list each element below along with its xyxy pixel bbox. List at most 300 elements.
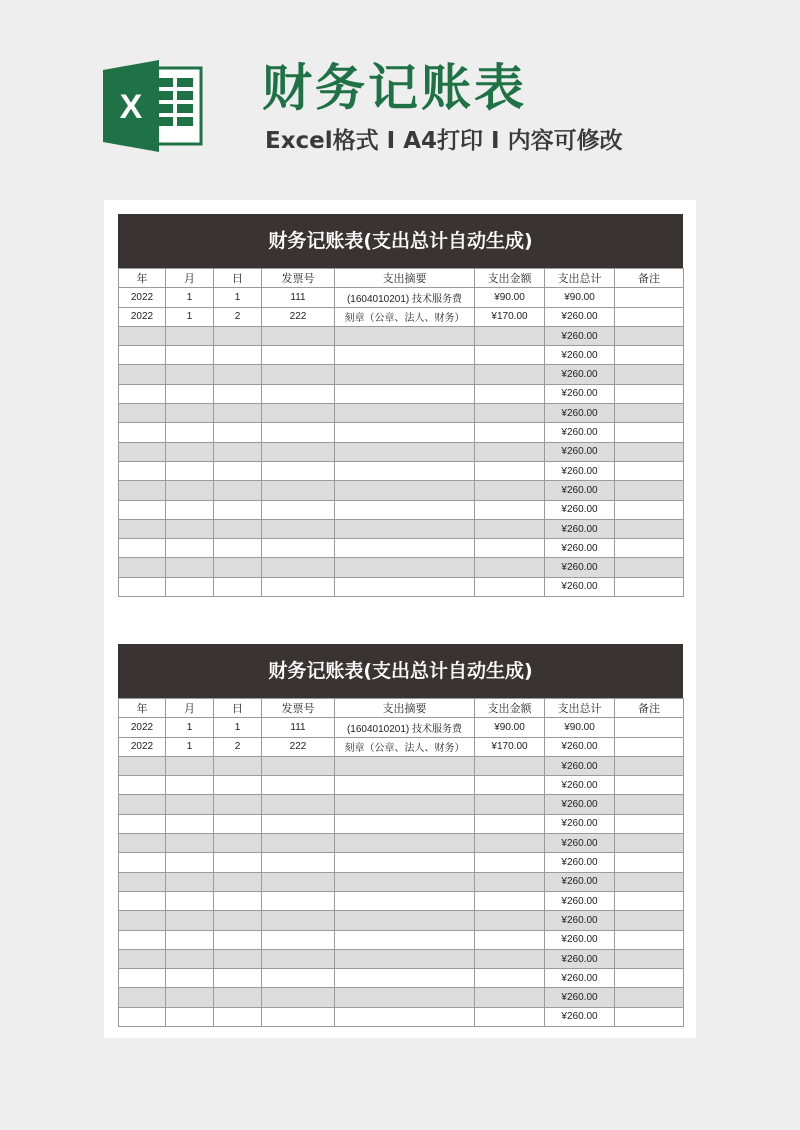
- table-cell[interactable]: [615, 891, 684, 910]
- table-row: [119, 461, 684, 480]
- table-cell[interactable]: [475, 891, 545, 910]
- table-cell[interactable]: [335, 853, 475, 872]
- table-row: [119, 795, 684, 814]
- table-cell[interactable]: [475, 346, 545, 365]
- table-cell[interactable]: [262, 404, 335, 423]
- table-cell[interactable]: [615, 461, 684, 480]
- column-header: 发票号: [262, 699, 335, 718]
- table-cell[interactable]: ¥260.00: [545, 891, 615, 910]
- table-row: [119, 326, 684, 345]
- header-row: [119, 269, 684, 288]
- table-cell[interactable]: [214, 1007, 262, 1026]
- table-cell[interactable]: ¥260.00: [545, 988, 615, 1007]
- table-cell[interactable]: [615, 442, 684, 461]
- table-cell[interactable]: [262, 539, 335, 558]
- table-cell[interactable]: [262, 988, 335, 1007]
- table-cell[interactable]: (1604010201) 技术服务费: [335, 288, 475, 307]
- table-row: [119, 365, 684, 384]
- table-cell[interactable]: [615, 834, 684, 853]
- table-cell[interactable]: [119, 834, 166, 853]
- table-row: [119, 911, 684, 930]
- column-header: 月: [166, 699, 214, 718]
- table-cell[interactable]: [475, 558, 545, 577]
- table-cell[interactable]: [214, 326, 262, 345]
- table-cell[interactable]: [166, 481, 214, 500]
- table-cell[interactable]: ¥260.00: [545, 423, 615, 442]
- table-cell[interactable]: 222: [262, 307, 335, 326]
- table-cell[interactable]: [335, 346, 475, 365]
- table-cell[interactable]: [262, 423, 335, 442]
- table-cell[interactable]: [615, 423, 684, 442]
- table-cell[interactable]: 1: [214, 288, 262, 307]
- table-cell[interactable]: [214, 481, 262, 500]
- table-cell[interactable]: [166, 384, 214, 403]
- table-cell[interactable]: [615, 814, 684, 833]
- table-cell[interactable]: 1: [214, 718, 262, 737]
- column-header: 支出金额: [475, 699, 545, 718]
- excel-logo-icon: [103, 60, 203, 152]
- table-cell[interactable]: [335, 756, 475, 775]
- table-cell[interactable]: ¥260.00: [545, 1007, 615, 1026]
- sheet-title: 财务记账表(支出总计自动生成): [118, 214, 683, 268]
- svg-text:X: X: [119, 88, 143, 126]
- table-cell[interactable]: [119, 1007, 166, 1026]
- table-cell[interactable]: [166, 346, 214, 365]
- table-cell[interactable]: [615, 577, 684, 596]
- table-cell[interactable]: [262, 500, 335, 519]
- table-cell[interactable]: [214, 814, 262, 833]
- table-cell[interactable]: [214, 911, 262, 930]
- table-cell[interactable]: ¥260.00: [545, 461, 615, 480]
- table-cell[interactable]: [262, 872, 335, 891]
- table-cell[interactable]: [475, 577, 545, 596]
- table-cell[interactable]: [335, 814, 475, 833]
- table-cell[interactable]: [166, 539, 214, 558]
- column-header: 支出摘要: [335, 699, 475, 718]
- table-cell[interactable]: [119, 326, 166, 345]
- table-cell[interactable]: [335, 423, 475, 442]
- table-cell[interactable]: [335, 988, 475, 1007]
- table-cell[interactable]: [262, 834, 335, 853]
- table-cell[interactable]: [615, 346, 684, 365]
- table-cell[interactable]: [615, 776, 684, 795]
- table-row: [119, 930, 684, 949]
- table-cell[interactable]: ¥260.00: [545, 365, 615, 384]
- table-cell[interactable]: [475, 776, 545, 795]
- table-cell[interactable]: [475, 930, 545, 949]
- table-cell[interactable]: ¥90.00: [545, 718, 615, 737]
- table-cell[interactable]: [166, 795, 214, 814]
- table-cell[interactable]: [335, 930, 475, 949]
- table-cell[interactable]: [166, 1007, 214, 1026]
- table-row: [119, 718, 684, 737]
- table-cell[interactable]: [615, 911, 684, 930]
- table-cell[interactable]: [335, 1007, 475, 1026]
- table-cell[interactable]: [166, 500, 214, 519]
- table-cell[interactable]: [475, 834, 545, 853]
- table-row: [119, 891, 684, 910]
- column-header: 日: [214, 269, 262, 288]
- table-row: [119, 500, 684, 519]
- table-cell[interactable]: [615, 795, 684, 814]
- table-cell[interactable]: [475, 461, 545, 480]
- table-cell[interactable]: [214, 365, 262, 384]
- table-cell[interactable]: [214, 558, 262, 577]
- table-cell[interactable]: [119, 519, 166, 538]
- table-cell[interactable]: [615, 756, 684, 775]
- table-cell[interactable]: [262, 911, 335, 930]
- table-cell[interactable]: ¥260.00: [545, 911, 615, 930]
- table-cell[interactable]: [214, 500, 262, 519]
- table-cell[interactable]: [214, 930, 262, 949]
- table-cell[interactable]: [475, 404, 545, 423]
- table-cell[interactable]: [166, 949, 214, 968]
- table-cell[interactable]: [335, 911, 475, 930]
- table-cell[interactable]: ¥260.00: [545, 384, 615, 403]
- table-cell[interactable]: ¥260.00: [545, 834, 615, 853]
- table-cell[interactable]: [335, 872, 475, 891]
- table-cell[interactable]: [214, 404, 262, 423]
- table-cell[interactable]: ¥260.00: [545, 500, 615, 519]
- table-cell[interactable]: [335, 891, 475, 910]
- table-cell[interactable]: [475, 481, 545, 500]
- table-cell[interactable]: ¥260.00: [545, 872, 615, 891]
- table-cell[interactable]: [615, 384, 684, 403]
- table-row: [119, 288, 684, 307]
- table-cell[interactable]: [335, 539, 475, 558]
- table-cell[interactable]: [615, 872, 684, 891]
- table-cell[interactable]: [119, 404, 166, 423]
- table-cell[interactable]: [166, 969, 214, 988]
- table-cell[interactable]: [475, 756, 545, 775]
- table-row: [119, 737, 684, 756]
- table-cell[interactable]: [166, 891, 214, 910]
- table-cell[interactable]: ¥260.00: [545, 519, 615, 538]
- table-cell[interactable]: [615, 558, 684, 577]
- table-cell[interactable]: [615, 404, 684, 423]
- table-cell[interactable]: [475, 519, 545, 538]
- table-cell[interactable]: 1: [166, 288, 214, 307]
- table-cell[interactable]: [119, 481, 166, 500]
- table-cell[interactable]: [335, 481, 475, 500]
- table-row: [119, 756, 684, 775]
- table-cell[interactable]: [615, 737, 684, 756]
- table-cell[interactable]: [615, 519, 684, 538]
- table-cell[interactable]: 2022: [119, 737, 166, 756]
- table-cell[interactable]: [475, 365, 545, 384]
- table-cell[interactable]: [214, 853, 262, 872]
- table-cell[interactable]: (1604010201) 技术服务费: [335, 718, 475, 737]
- table-cell[interactable]: ¥170.00: [475, 737, 545, 756]
- table-cell[interactable]: [214, 795, 262, 814]
- table-cell[interactable]: [335, 442, 475, 461]
- table-cell[interactable]: [475, 949, 545, 968]
- table-row: [119, 1007, 684, 1026]
- ledger-table: [118, 268, 684, 597]
- table-cell[interactable]: [262, 384, 335, 403]
- table-cell[interactable]: [214, 949, 262, 968]
- table-cell[interactable]: [119, 539, 166, 558]
- table-cell[interactable]: [214, 423, 262, 442]
- table-cell[interactable]: [615, 949, 684, 968]
- table-cell[interactable]: [214, 461, 262, 480]
- table-cell[interactable]: [475, 853, 545, 872]
- table-cell[interactable]: ¥90.00: [475, 718, 545, 737]
- table-cell[interactable]: ¥260.00: [545, 539, 615, 558]
- table-cell[interactable]: [166, 988, 214, 1007]
- table-cell[interactable]: [615, 307, 684, 326]
- table-cell[interactable]: [119, 891, 166, 910]
- table-cell[interactable]: [335, 384, 475, 403]
- table-cell[interactable]: [335, 577, 475, 596]
- table-cell[interactable]: [166, 558, 214, 577]
- table-cell[interactable]: ¥260.00: [545, 442, 615, 461]
- table-cell[interactable]: [166, 930, 214, 949]
- table-cell[interactable]: [119, 461, 166, 480]
- table-cell[interactable]: [475, 911, 545, 930]
- table-cell[interactable]: [475, 539, 545, 558]
- table-row: [119, 834, 684, 853]
- table-cell[interactable]: 2022: [119, 288, 166, 307]
- table-cell[interactable]: [475, 423, 545, 442]
- table-cell[interactable]: [119, 911, 166, 930]
- ledger-table: [118, 698, 684, 1027]
- table-cell[interactable]: [214, 519, 262, 538]
- table-cell[interactable]: [166, 776, 214, 795]
- table-cell[interactable]: [262, 969, 335, 988]
- table-cell[interactable]: ¥260.00: [545, 969, 615, 988]
- table-cell[interactable]: 2022: [119, 718, 166, 737]
- table-cell[interactable]: [262, 519, 335, 538]
- table-cell[interactable]: [166, 756, 214, 775]
- table-cell[interactable]: [262, 853, 335, 872]
- table-cell[interactable]: ¥260.00: [545, 558, 615, 577]
- table-cell[interactable]: [475, 988, 545, 1007]
- table-cell[interactable]: ¥260.00: [545, 776, 615, 795]
- table-cell[interactable]: ¥260.00: [545, 577, 615, 596]
- table-cell[interactable]: [166, 814, 214, 833]
- table-cell[interactable]: 1: [166, 737, 214, 756]
- table-row: [119, 969, 684, 988]
- table-cell[interactable]: [615, 988, 684, 1007]
- table-cell[interactable]: [335, 500, 475, 519]
- page-title: 财务记账表: [262, 59, 527, 117]
- table-row: [119, 384, 684, 403]
- table-cell[interactable]: [166, 442, 214, 461]
- table-cell[interactable]: [262, 346, 335, 365]
- table-cell[interactable]: [335, 949, 475, 968]
- table-cell[interactable]: [119, 872, 166, 891]
- table-cell[interactable]: ¥260.00: [545, 949, 615, 968]
- table-cell[interactable]: 2022: [119, 307, 166, 326]
- table-cell[interactable]: [166, 519, 214, 538]
- table-cell[interactable]: [119, 814, 166, 833]
- table-cell[interactable]: [475, 384, 545, 403]
- table-cell[interactable]: [166, 404, 214, 423]
- table-cell[interactable]: [166, 365, 214, 384]
- table-cell[interactable]: [214, 384, 262, 403]
- table-cell[interactable]: ¥260.00: [545, 737, 615, 756]
- table-cell[interactable]: [214, 539, 262, 558]
- table-cell[interactable]: [119, 853, 166, 872]
- table-cell[interactable]: [475, 500, 545, 519]
- column-header: 年: [119, 699, 166, 718]
- table-cell[interactable]: [615, 539, 684, 558]
- table-cell[interactable]: 111: [262, 718, 335, 737]
- column-header: 支出总计: [545, 269, 615, 288]
- table-cell[interactable]: [262, 776, 335, 795]
- table-cell[interactable]: [335, 558, 475, 577]
- column-header: 支出总计: [545, 699, 615, 718]
- table-cell[interactable]: [119, 442, 166, 461]
- table-cell[interactable]: [262, 756, 335, 775]
- table-cell[interactable]: [119, 500, 166, 519]
- table-cell[interactable]: [335, 404, 475, 423]
- table-cell[interactable]: ¥90.00: [545, 288, 615, 307]
- table-cell[interactable]: [262, 891, 335, 910]
- table-cell[interactable]: [262, 577, 335, 596]
- table-cell[interactable]: ¥170.00: [475, 307, 545, 326]
- table-cell[interactable]: [262, 930, 335, 949]
- ledger-sheet-1: [118, 214, 683, 597]
- table-row: [119, 539, 684, 558]
- table-cell[interactable]: 2: [214, 737, 262, 756]
- table-cell[interactable]: ¥90.00: [475, 288, 545, 307]
- table-cell[interactable]: [119, 930, 166, 949]
- table-cell[interactable]: 222: [262, 737, 335, 756]
- table-cell[interactable]: [335, 795, 475, 814]
- table-cell[interactable]: [615, 718, 684, 737]
- table-row: [119, 519, 684, 538]
- table-cell[interactable]: [615, 1007, 684, 1026]
- table-cell[interactable]: [119, 988, 166, 1007]
- table-cell[interactable]: [262, 326, 335, 345]
- table-cell[interactable]: [214, 756, 262, 775]
- table-cell[interactable]: [119, 423, 166, 442]
- table-cell[interactable]: 111: [262, 288, 335, 307]
- table-row: [119, 307, 684, 326]
- table-cell[interactable]: [475, 872, 545, 891]
- table-cell[interactable]: [335, 326, 475, 345]
- table-cell[interactable]: [119, 558, 166, 577]
- table-cell[interactable]: [119, 776, 166, 795]
- table-cell[interactable]: [119, 756, 166, 775]
- table-cell[interactable]: ¥260.00: [545, 930, 615, 949]
- table-cell[interactable]: [166, 577, 214, 596]
- table-cell[interactable]: ¥260.00: [545, 814, 615, 833]
- table-row: [119, 872, 684, 891]
- table-cell[interactable]: ¥260.00: [545, 853, 615, 872]
- table-cell[interactable]: [615, 500, 684, 519]
- table-cell[interactable]: [615, 969, 684, 988]
- table-cell[interactable]: ¥260.00: [545, 346, 615, 365]
- ledger-sheet-2: [118, 644, 683, 1027]
- table-cell[interactable]: [475, 795, 545, 814]
- table-cell[interactable]: [335, 834, 475, 853]
- table-cell[interactable]: [335, 969, 475, 988]
- table-cell[interactable]: ¥260.00: [545, 481, 615, 500]
- table-cell[interactable]: [214, 442, 262, 461]
- table-cell[interactable]: [119, 346, 166, 365]
- table-cell[interactable]: [166, 872, 214, 891]
- table-cell[interactable]: [166, 423, 214, 442]
- table-cell[interactable]: [615, 853, 684, 872]
- table-cell[interactable]: [166, 853, 214, 872]
- table-cell[interactable]: [615, 288, 684, 307]
- table-cell[interactable]: ¥260.00: [545, 307, 615, 326]
- table-cell[interactable]: [335, 519, 475, 538]
- column-header: 备注: [615, 269, 684, 288]
- table-row: [119, 988, 684, 1007]
- table-cell[interactable]: [119, 795, 166, 814]
- table-cell[interactable]: [262, 814, 335, 833]
- table-cell[interactable]: [475, 442, 545, 461]
- sheet-title: 财务记账表(支出总计自动生成): [118, 644, 683, 698]
- table-cell[interactable]: [262, 442, 335, 461]
- table-cell[interactable]: [214, 891, 262, 910]
- table-cell[interactable]: ¥260.00: [545, 404, 615, 423]
- table-cell[interactable]: [214, 776, 262, 795]
- table-row: [119, 776, 684, 795]
- table-cell[interactable]: [214, 988, 262, 1007]
- table-cell[interactable]: [214, 834, 262, 853]
- table-cell[interactable]: [262, 795, 335, 814]
- table-row: [119, 423, 684, 442]
- table-cell[interactable]: [335, 776, 475, 795]
- table-cell[interactable]: [615, 365, 684, 384]
- table-cell[interactable]: [166, 911, 214, 930]
- table-cell[interactable]: [262, 461, 335, 480]
- table-cell[interactable]: [475, 1007, 545, 1026]
- table-cell[interactable]: ¥260.00: [545, 756, 615, 775]
- table-cell[interactable]: [214, 346, 262, 365]
- table-cell[interactable]: [166, 834, 214, 853]
- table-cell[interactable]: 1: [166, 718, 214, 737]
- column-header: 年: [119, 269, 166, 288]
- table-cell[interactable]: [166, 326, 214, 345]
- table-cell[interactable]: [119, 365, 166, 384]
- table-row: [119, 558, 684, 577]
- table-cell[interactable]: ¥260.00: [545, 326, 615, 345]
- table-cell[interactable]: 刻章（公章、法人、财务）: [335, 307, 475, 326]
- table-cell[interactable]: [615, 481, 684, 500]
- table-cell[interactable]: [262, 949, 335, 968]
- table-cell[interactable]: [214, 969, 262, 988]
- table-cell[interactable]: 刻章（公章、法人、财务）: [335, 737, 475, 756]
- table-cell[interactable]: [214, 577, 262, 596]
- table-cell[interactable]: [262, 365, 335, 384]
- table-cell[interactable]: [262, 481, 335, 500]
- table-cell[interactable]: [166, 461, 214, 480]
- table-cell[interactable]: [475, 326, 545, 345]
- table-cell[interactable]: [335, 365, 475, 384]
- table-cell[interactable]: 2: [214, 307, 262, 326]
- table-cell[interactable]: [262, 1007, 335, 1026]
- table-cell[interactable]: [475, 814, 545, 833]
- table-cell[interactable]: [615, 326, 684, 345]
- table-cell[interactable]: [214, 872, 262, 891]
- table-cell[interactable]: [475, 969, 545, 988]
- table-cell[interactable]: [615, 930, 684, 949]
- table-cell[interactable]: ¥260.00: [545, 795, 615, 814]
- table-cell[interactable]: [119, 969, 166, 988]
- table-cell[interactable]: [262, 558, 335, 577]
- table-cell[interactable]: [119, 949, 166, 968]
- table-cell[interactable]: [119, 384, 166, 403]
- table-cell[interactable]: [335, 461, 475, 480]
- table-cell[interactable]: 1: [166, 307, 214, 326]
- table-cell[interactable]: [119, 577, 166, 596]
